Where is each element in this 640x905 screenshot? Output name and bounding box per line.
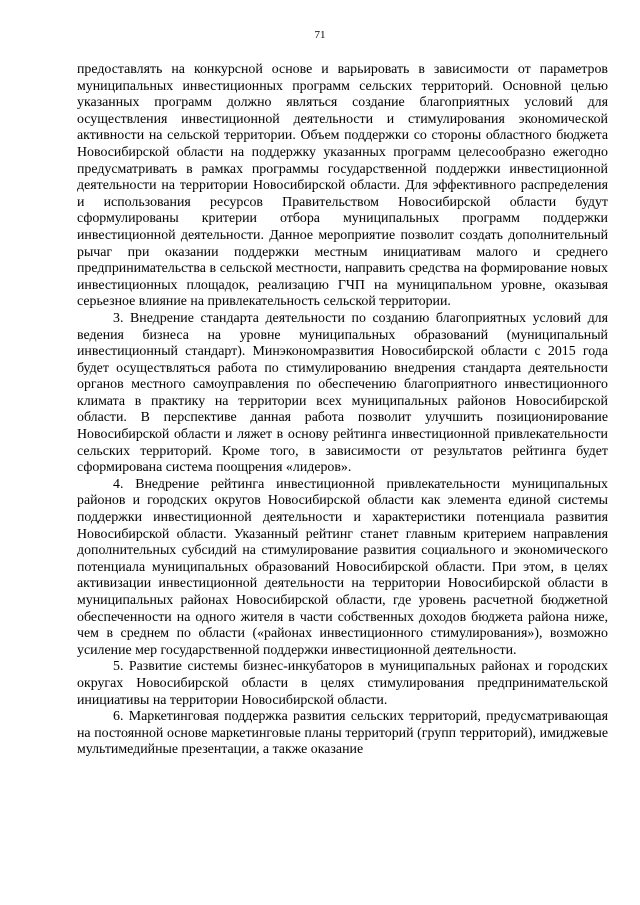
paragraph-continuation: предоставлять на конкурсной основе и варьировать в зависимости от параметров муниципальных инвестиционных программ сельских территорий. Основной целью указанных программ должно являться создание благоприятных условий для осуществления инвестиционной деятельности и стимулирования экономической активности на сельской территории. Объем поддержки со стороны областного бюджета Новосибирской области на поддержку указанных программ целесообразно ежегодно предусматривать в рамках программы государственной поддержки инвестиционной деятельности на территории Новосибирской области. Для эффективного распределения и использования ресурсов Правительством Новосибирской области будут сформулированы критерии отбора муниципальных программ поддержки инвестиционной деятельности. Данное мероприятие позволит создать дополнительный рычаг при оказании поддержки местным инициативам малого и среднего предпринимательства в сельской местности, направить средства на формирование новых инвестиционных площадок, реализацию ГЧП на муниципальном уровне, оказывая серьезное влияние на привлекательность сельской территории.	[77, 62, 608, 310]
page-number: 71	[314, 29, 326, 41]
document-body	[77, 62, 608, 759]
paragraph-item-4: 4. Внедрение рейтинга инвестиционной привлекательности муниципальных районов и городских округов Новосибирской области как элемента единой системы поддержки инвестиционной деятельности и характеристики потенциала развития Новосибирской области. Указанный рейтинг станет главным критерием направления дополнительных субсидий на стимулирование развития социального и экономического потенциала муниципальных образований Новосибирской области. При этом, в целях активизации инвестиционной деятельности на территории Новосибирской области в муниципальных районах Новосибирской области, где уровень расчетной бюджетной обеспеченности на одного жителя в части собственных доходов бюджета района ниже, чем в среднем по области («районах инвестиционного стимулирования»), возможно усиление мер государственной поддержки инвестиционной деятельности.	[77, 476, 608, 658]
paragraph-item-3: 3. Внедрение стандарта деятельности по созданию благоприятных условий для ведения бизнеса на уровне муниципальных образований (муниципальный инвестиционный стандарт). Минэкономразвития Новосибирской области с 2015 года будет осуществляться работа по стимулированию внедрения стандарта деятельности органов местного самоуправления по обеспечению благоприятного инвестиционного климата в практику на территории всех муниципальных районов Новосибирской области. В перспективе данная работа позволит улучшить позиционирование Новосибирской области и ляжет в основу рейтинга инвестиционной привлекательности сельских территорий. Кроме того, в зависимости от результатов рейтинга будет сформирована система поощрения «лидеров».	[77, 310, 608, 476]
paragraph-item-6: 6. Маркетинговая поддержка развития сельских территорий, предусматривающая на постоянной основе маркетинговые планы территорий (групп территорий), имиджевые мультимедийные презентации, а также оказание	[77, 709, 608, 758]
paragraph-item-5: 5. Развитие системы бизнес-инкубаторов в муниципальных районах и городских округах Новосибирской области в целях стимулирования предпринимательской инициативы на территории Новосибирской области.	[77, 659, 608, 708]
